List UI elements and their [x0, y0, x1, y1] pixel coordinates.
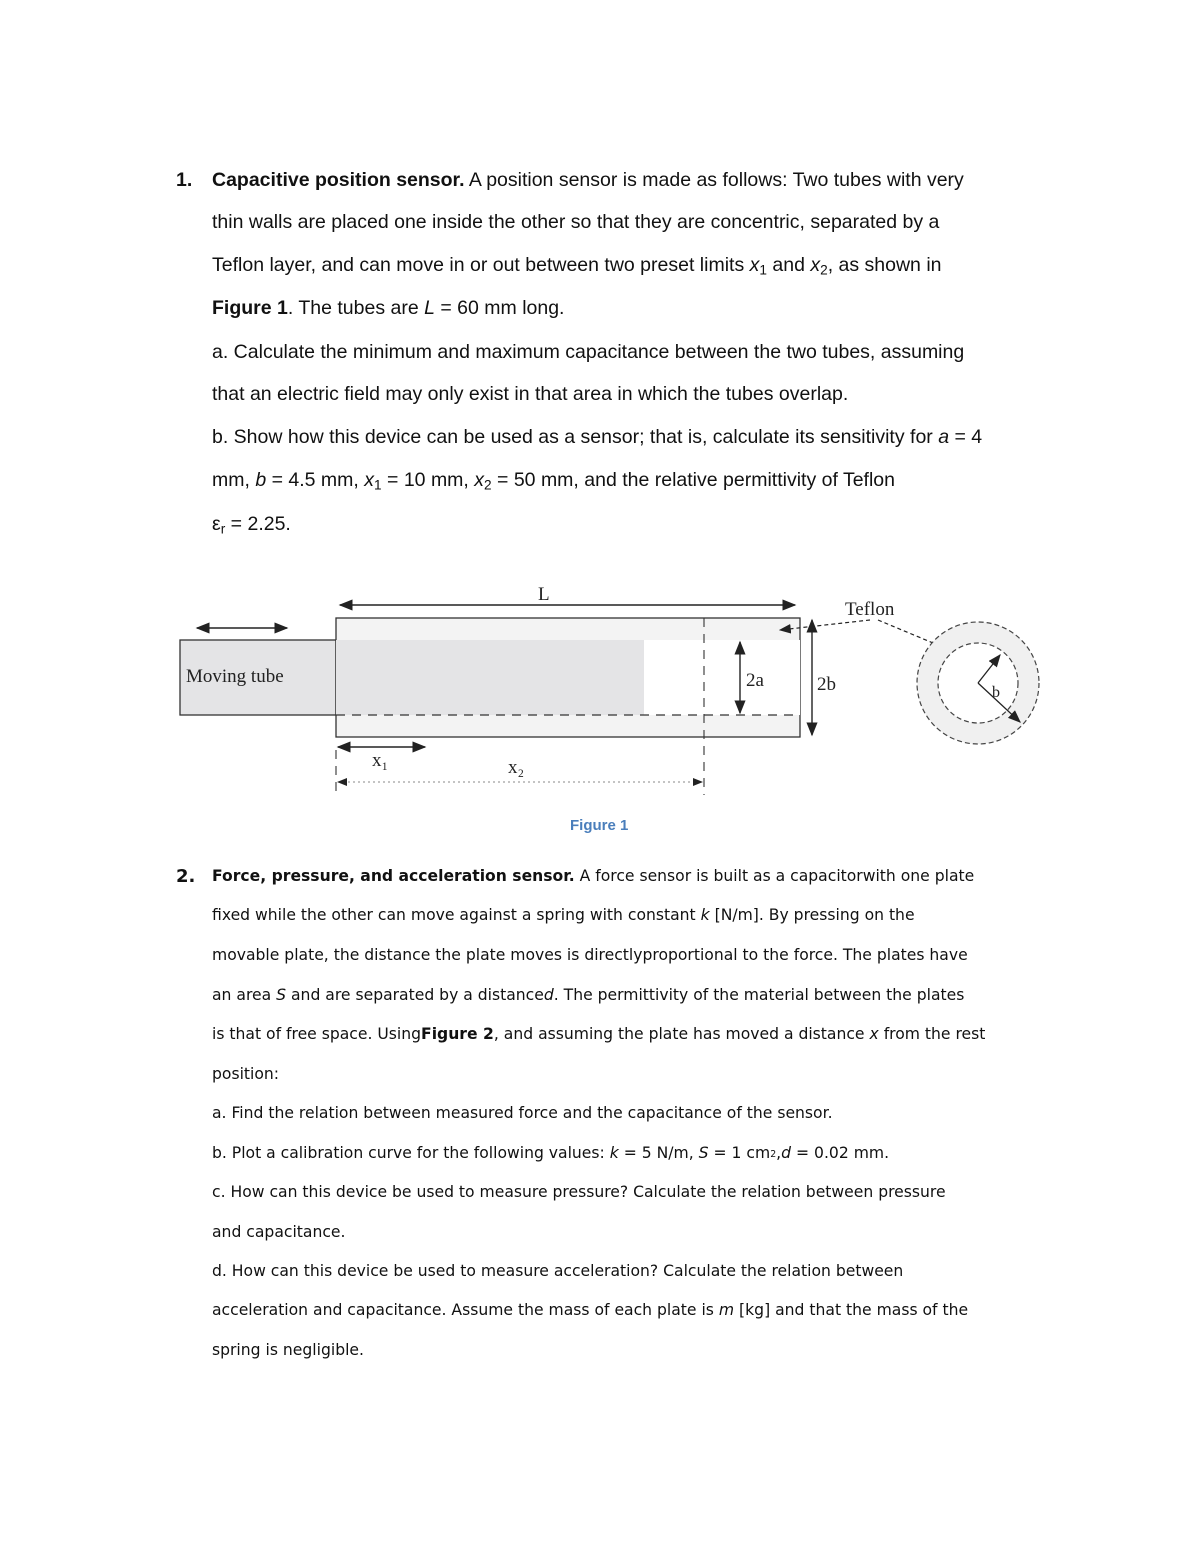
text-run: A position sensor is made as follows: Two tubes with very: [464, 169, 964, 191]
text-line: [212, 297, 564, 320]
text-run: 1: [374, 477, 382, 493]
outer-tube: [336, 618, 800, 795]
text-run: x: [810, 254, 821, 276]
text-run: and: [766, 254, 811, 276]
text-run: Force, pressure, and acceleration sensor.: [212, 867, 575, 885]
text-line: [212, 1341, 364, 1359]
text-run: r: [220, 521, 226, 537]
text-line: [212, 341, 964, 364]
text-run: fixed while the other can move against a spring with constant: [212, 906, 701, 924]
text-run: x: [474, 469, 485, 491]
label-b: b: [992, 684, 1000, 701]
text-line: [212, 169, 964, 192]
text-line: [212, 1301, 968, 1319]
text-line: [212, 383, 848, 406]
text-line: [212, 986, 964, 1004]
text-run: = 1 cm: [708, 1144, 771, 1162]
text-line: [212, 254, 942, 277]
figure-1-diagram: [0, 580, 1200, 810]
problem-1-number: 1.: [176, 169, 193, 191]
text-line: [212, 906, 915, 924]
text-run: a: [938, 426, 950, 448]
text-run: x: [749, 254, 760, 276]
text-run: Teflon layer, and can move in or out between two preset limits: [212, 254, 750, 276]
label-x2: x₂: [508, 757, 525, 778]
text-run: b. Show how this device can be used as a sensor; that is, calculate its sensitivity for: [212, 426, 939, 448]
text-run: 2: [770, 1149, 777, 1161]
text-run: m: [718, 1301, 735, 1319]
text-run: movable plate, the distance the plate moves is directlyproportional to the force. The plates have: [212, 946, 968, 964]
text-run: k: [700, 906, 710, 924]
text-run: mm,: [212, 469, 256, 491]
text-run: a. Find the relation between measured force and the capacitance of the sensor.: [212, 1104, 833, 1122]
text-line: [212, 946, 968, 964]
text-run: acceleration and capacitance. Assume the mass of each plate is: [212, 1301, 719, 1319]
label-2a: 2a: [746, 670, 764, 691]
text-line: [212, 1144, 889, 1162]
text-run: position:: [212, 1065, 280, 1083]
text-line: [212, 1025, 985, 1043]
text-run: 1: [759, 262, 767, 278]
text-run: S: [276, 986, 287, 1004]
text-run: = 10 mm,: [381, 469, 475, 491]
text-run: . The permittivity of the material between the plates: [553, 986, 965, 1004]
text-line: [212, 1262, 903, 1280]
text-line: [212, 469, 895, 492]
text-run: = 2.25.: [225, 513, 291, 535]
text-run: c. How can this device be used to measure pressure? Calculate the relation between pressure: [212, 1183, 946, 1201]
text-line: [212, 211, 939, 234]
text-line: [212, 1183, 946, 1201]
text-line: [212, 513, 291, 536]
text-run: , and assuming the plate has moved a distance: [493, 1025, 870, 1043]
text-run: Capacitive position sensor.: [212, 169, 465, 191]
text-run: 2: [484, 477, 492, 493]
text-line: [212, 1065, 279, 1083]
text-run: k: [609, 1144, 619, 1162]
text-run: 2: [820, 262, 828, 278]
text-line: [212, 426, 982, 449]
text-run: b. Plot a calibration curve for the following values:: [212, 1144, 610, 1162]
text-run: [N/m]. By pressing on the: [709, 906, 915, 924]
label-teflon: Teflon: [845, 599, 895, 620]
text-run: b: [255, 469, 267, 491]
text-run: ,: [776, 1144, 782, 1162]
label-L: L: [538, 584, 550, 605]
text-run: d: [543, 986, 554, 1004]
label-x1: x₁: [372, 750, 389, 771]
text-run: = 0.02 mm.: [791, 1144, 890, 1162]
text-run: . The tubes are: [287, 297, 425, 319]
text-run: [kg] and that the mass of the: [734, 1301, 969, 1319]
problem-2-number: 2.: [176, 866, 196, 887]
text-run: = 5 N/m,: [618, 1144, 699, 1162]
text-run: , as shown in: [827, 254, 942, 276]
text-run: x: [869, 1025, 879, 1043]
text-run: a. Calculate the minimum and maximum capacitance between the two tubes, assuming: [212, 341, 965, 363]
text-run: = 4.5 mm,: [266, 469, 365, 491]
text-run: an area: [212, 986, 277, 1004]
text-run: L: [424, 297, 435, 319]
cross-section: [917, 622, 1039, 744]
text-run: thin walls are placed one inside the other so that they are concentric, separated by a: [212, 211, 940, 233]
text-run: d. How can this device be used to measure acceleration? Calculate the relation between: [212, 1262, 904, 1280]
text-run: = 60 mm long.: [434, 297, 565, 319]
text-run: from the rest: [878, 1025, 986, 1043]
text-run: spring is negligible.: [212, 1341, 364, 1359]
label-2b: 2b: [817, 674, 836, 695]
text-run: S: [698, 1144, 709, 1162]
text-run: x: [364, 469, 375, 491]
text-run: and capacitance.: [212, 1223, 346, 1241]
text-run: = 50 mm, and the relative permittivity of Teflon: [491, 469, 895, 491]
text-run: d: [781, 1144, 792, 1162]
text-run: is that of free space. Using: [212, 1025, 422, 1043]
text-run: that an electric field may only exist in that area in which the tubes overlap.: [212, 383, 849, 405]
label-moving-tube: Moving tube: [186, 666, 284, 687]
text-run: A force sensor is built as a capacitorwith one plate: [574, 867, 975, 885]
text-run: Figure 2: [421, 1025, 494, 1043]
text-run: and are separated by a distance: [286, 986, 544, 1004]
text-line: [212, 1104, 833, 1122]
text-run: = 4: [949, 426, 983, 448]
text-run: Figure 1: [212, 297, 288, 319]
text-line: [212, 867, 974, 885]
figure-1-caption: Figure 1: [570, 817, 629, 834]
text-run: ε: [212, 513, 221, 535]
text-line: [212, 1223, 345, 1241]
